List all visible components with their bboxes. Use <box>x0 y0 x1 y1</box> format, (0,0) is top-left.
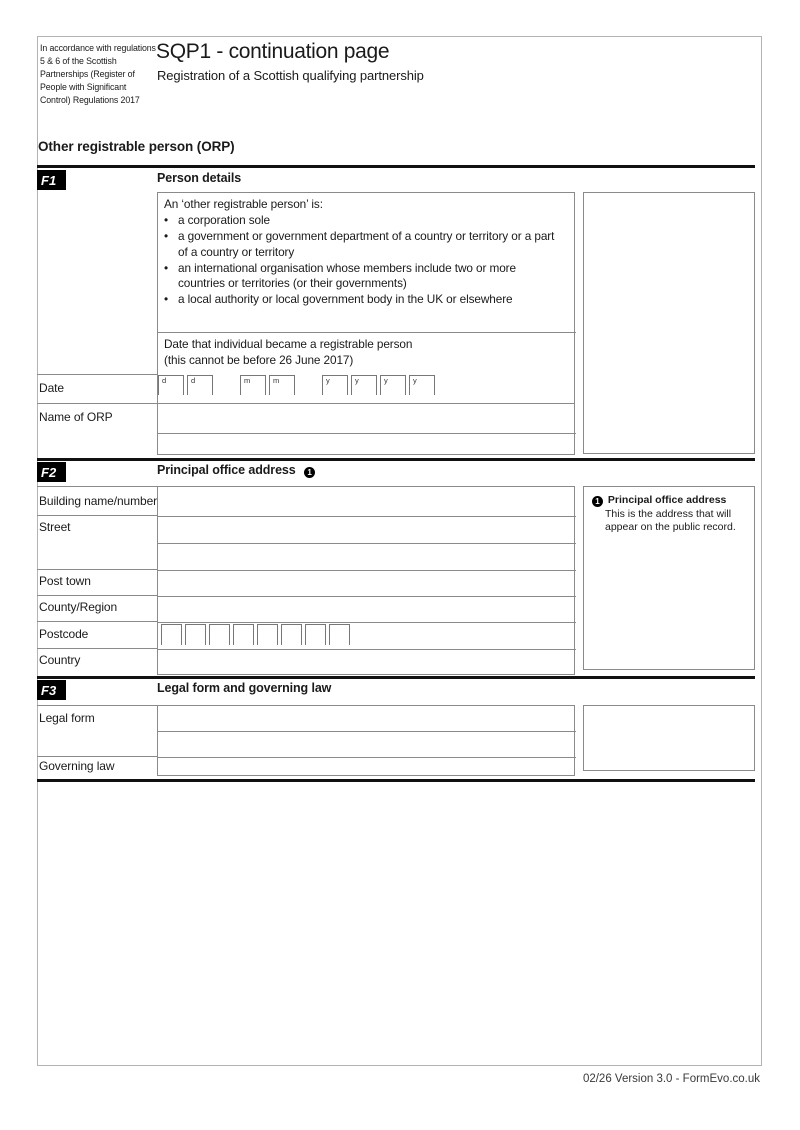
regulation-note: In accordance with regulations 5 & 6 of the Scottish Partnerships (Register of People with Significant Control) Regulations 2017 <box>40 43 156 105</box>
postcode-cell-4[interactable] <box>233 624 254 645</box>
postcode-cell-3[interactable] <box>209 624 230 645</box>
county-region-label: County/Region <box>39 600 118 614</box>
f3-sidebar-box <box>583 705 755 771</box>
section-divider <box>37 676 755 679</box>
street-input-line2[interactable] <box>159 544 575 569</box>
divider <box>37 648 157 649</box>
divider <box>158 332 576 333</box>
section-badge-f2: F2 <box>37 462 66 482</box>
section-badge-f3: F3 <box>37 680 66 700</box>
divider <box>37 756 157 757</box>
postcode-cell-6[interactable] <box>281 624 302 645</box>
legal-form-input-line1[interactable] <box>159 707 575 730</box>
footer-version: 02/26 Version 3.0 - FormEvo.co.uk <box>582 1073 760 1085</box>
divider <box>37 515 157 516</box>
divider <box>37 595 157 596</box>
sidebar-note-title-row <box>592 494 746 508</box>
date-cell-letter: d <box>162 376 167 385</box>
section-badge-f1: F1 <box>37 170 66 190</box>
county-region-input[interactable] <box>159 597 575 621</box>
f3-content-column <box>157 705 575 776</box>
country-input[interactable] <box>159 650 575 674</box>
postcode-cell-5[interactable] <box>257 624 278 645</box>
page-heading: Other registrable person (ORP) <box>38 139 235 154</box>
date-cell-letter: m <box>273 376 280 385</box>
date-cell-letter: d <box>191 376 196 385</box>
info-1-icon: 1 <box>304 467 315 478</box>
post-town-input[interactable] <box>159 571 575 595</box>
date-year-cell-2[interactable] <box>351 375 377 395</box>
country-label: Country <box>39 653 81 667</box>
legal-form-label: Legal form <box>39 711 95 725</box>
divider <box>37 705 157 706</box>
section-divider <box>37 779 755 782</box>
section-divider <box>37 165 755 168</box>
date-note <box>164 337 564 368</box>
sidebar-note-title: Principal office address <box>607 494 727 506</box>
date-cell-letter: y <box>326 376 330 385</box>
divider <box>37 621 157 622</box>
building-name-label: Building name/number <box>39 494 158 508</box>
orp-definition <box>164 197 564 308</box>
divider <box>37 569 157 570</box>
f1-sidebar-box <box>583 192 755 454</box>
postcode-label: Postcode <box>39 627 89 641</box>
date-label: Date <box>39 381 64 395</box>
orp-definition-bullet: • a local authority or local government body in the UK or elsewhere <box>164 292 564 308</box>
f2-content-column <box>157 486 575 675</box>
orp-definition-bullet: • a government or government department of a country or territory or a part of a country or territory <box>164 229 564 260</box>
f1-content-column <box>157 192 575 455</box>
date-note-line1: Date that individual became a registrable person <box>164 337 413 351</box>
info-1-icon: 1 <box>592 496 603 507</box>
divider <box>37 486 157 487</box>
f3-section-title: Legal form and governing law <box>157 681 332 695</box>
section-divider <box>37 458 755 461</box>
date-cell-letter: y <box>413 376 417 385</box>
street-input-line1[interactable] <box>159 517 575 542</box>
name-of-orp-input-line2[interactable] <box>159 434 575 455</box>
post-town-label: Post town <box>39 574 91 588</box>
postcode-cell-8[interactable] <box>329 624 350 645</box>
date-cell-letter: y <box>384 376 388 385</box>
f2-section-title <box>157 463 315 478</box>
date-day-cell-2[interactable] <box>187 375 213 395</box>
postcode-cell-1[interactable] <box>161 624 182 645</box>
orp-definition-intro: An ‘other registrable person’ is: <box>164 197 323 211</box>
name-of-orp-input-line1[interactable] <box>159 405 575 432</box>
governing-law-input[interactable] <box>159 758 575 775</box>
orp-definition-bullet: • an international organisation whose members include two or more countries or territories (or their governments) <box>164 261 564 292</box>
date-year-cell-1[interactable] <box>322 375 348 395</box>
orp-definition-bullet: • a corporation sole <box>164 213 564 229</box>
date-month-cell-1[interactable] <box>240 375 266 395</box>
date-cell-letter: m <box>244 376 251 385</box>
building-name-input[interactable] <box>159 488 575 515</box>
divider <box>37 374 157 375</box>
f1-section-title: Person details <box>157 171 242 185</box>
f2-section-title-text: Principal office address <box>157 463 296 477</box>
governing-law-label: Governing law <box>39 759 115 773</box>
postcode-cell-2[interactable] <box>185 624 206 645</box>
name-of-orp-label: Name of ORP <box>39 410 113 424</box>
form-title: SQP1 - continuation page <box>156 40 390 63</box>
street-label: Street <box>39 520 71 534</box>
divider <box>37 403 575 404</box>
date-note-line2: (this cannot be before 26 June 2017) <box>164 352 354 367</box>
date-year-cell-3[interactable] <box>380 375 406 395</box>
legal-form-input-line2[interactable] <box>159 732 575 756</box>
f2-sidebar-note <box>583 486 755 670</box>
divider <box>158 622 576 623</box>
form-subtitle: Registration of a Scottish qualifying partnership <box>157 68 424 83</box>
date-month-cell-2[interactable] <box>269 375 295 395</box>
date-day-cell-1[interactable] <box>158 375 184 395</box>
postcode-cell-7[interactable] <box>305 624 326 645</box>
date-year-cell-4[interactable] <box>409 375 435 395</box>
date-cell-letter: y <box>355 376 359 385</box>
sidebar-note-body: This is the address that will appear on the public record. <box>605 507 736 533</box>
